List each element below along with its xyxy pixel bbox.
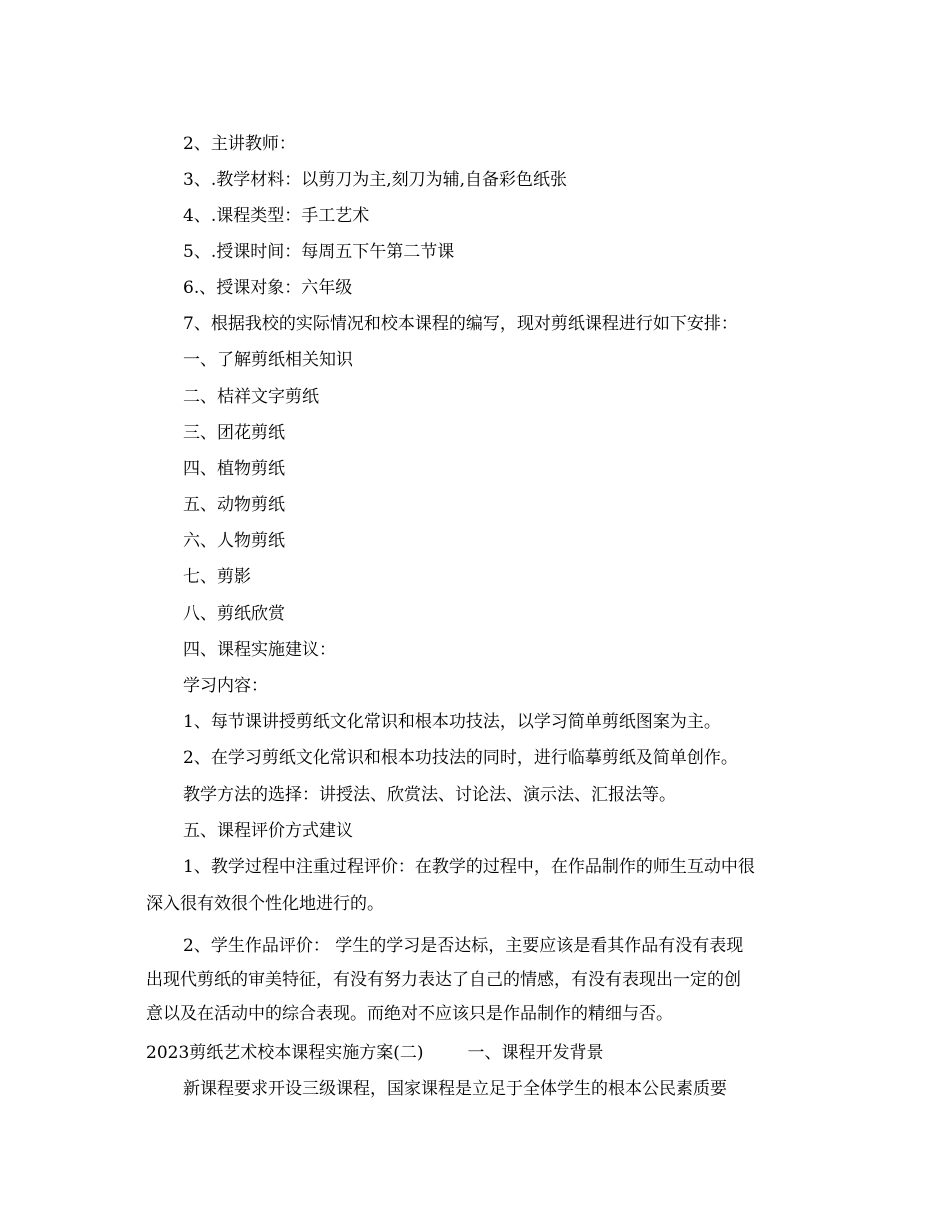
course-info-time: 5、.授课时间：每周五下午第二节课 (183, 242, 455, 262)
course-info-audience: 6.、授课对象：六年级 (183, 278, 353, 298)
part-two-title: 2023剪纸艺术校本课程实施方案(二) (146, 1043, 424, 1063)
course-info-arrangement-intro: 7、根据我校的实际情况和校本课程的编写，现对剪纸课程进行如下安排： (183, 314, 738, 334)
arrangement-item: 一、了解剪纸相关知识 (183, 350, 353, 370)
learning-content-item: 1、每节课讲授剪纸文化常识和根本功技法，以学习简单剪纸图案为主。 (183, 712, 721, 732)
evaluation-process-line: 深入很有效很个性化地进行的。 (146, 894, 384, 914)
evaluation-works-line: 出现代剪纸的审美特征，有没有努力表达了自己的情感，有没有表现出一定的创 (146, 970, 741, 990)
arrangement-item: 四、植物剪纸 (183, 459, 285, 479)
arrangement-item: 七、剪影 (183, 567, 251, 587)
part-two-first-line: 新课程要求开设三级课程，国家课程是立足于全体学生的根本公民素质要 (183, 1079, 727, 1099)
evaluation-works-line: 2、学生作品评价： 学生的学习是否达标，主要应该是看其作品有没有表现 (183, 936, 744, 956)
arrangement-item: 二、桔祥文字剪纸 (183, 387, 319, 407)
arrangement-item: 五、动物剪纸 (183, 495, 285, 515)
arrangement-item: 八、剪纸欣赏 (183, 604, 285, 624)
teaching-methods: 教学方法的选择：讲授法、欣赏法、讨论法、演示法、汇报法等。 (183, 785, 676, 805)
part-two-section-heading: 一、课程开发背景 (467, 1043, 604, 1063)
implementation-heading: 四、课程实施建议： (183, 640, 336, 660)
course-info-teacher: 2、主讲教师： (183, 134, 296, 154)
course-info-type: 4、.课程类型：手工艺术 (183, 206, 370, 226)
part-two-heading-row (146, 1043, 604, 1063)
learning-content-item: 2、在学习剪纸文化常识和根本功技法的同时，进行临摹剪纸及简单创作。 (183, 748, 738, 768)
evaluation-heading: 五、课程评价方式建议 (183, 821, 353, 841)
evaluation-works-line: 意以及在活动中的综合表现。而绝对不应该只是作品制作的精细与否。 (146, 1004, 673, 1024)
arrangement-item: 三、团花剪纸 (183, 423, 285, 443)
course-info-materials: 3、.教学材料：以剪刀为主,刻刀为辅,自备彩色纸张 (183, 170, 568, 190)
evaluation-process-line: 1、教学过程中注重过程评价：在教学的过程中，在作品制作的师生互动中很 (183, 857, 755, 877)
learning-content-subheading: 学习内容： (183, 676, 268, 696)
arrangement-item: 六、人物剪纸 (183, 531, 285, 551)
